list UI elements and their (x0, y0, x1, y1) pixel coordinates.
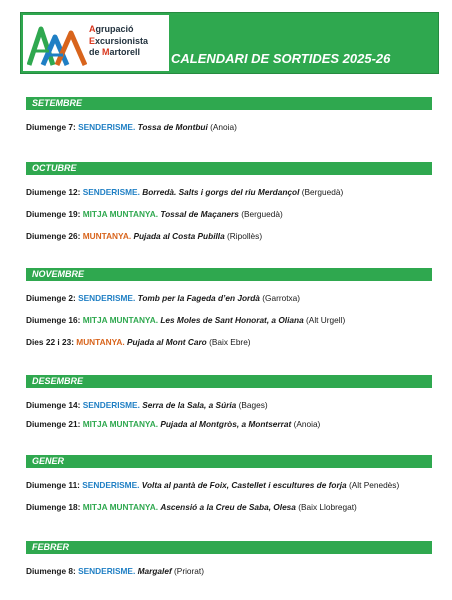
outing-type: SENDERISME. (82, 400, 140, 410)
outing-entry (26, 419, 320, 430)
mountain-logo-icon (27, 19, 87, 69)
outing-entry (26, 480, 399, 491)
outing-region: (Anoia) (210, 122, 237, 132)
month-header-octubre: OCTUBRE (26, 162, 432, 175)
month-header-gener: GENER (26, 455, 432, 468)
outing-title: Pujada al Costa Pubilla (133, 231, 225, 241)
outing-type: SENDERISME. (82, 187, 140, 197)
logo-line-1: Agrupació (89, 24, 134, 34)
outing-title: Tossa de Montbui (137, 122, 208, 132)
outing-date: Diumenge 18: (26, 502, 81, 512)
outing-entry (26, 566, 204, 577)
outing-region: (Alt Penedès) (348, 480, 400, 490)
outing-type: SENDERISME. (78, 293, 136, 303)
outing-date: Diumenge 11: (26, 480, 80, 490)
outing-title: Volta al pantà de Foix, Castellet i escultures de forja (141, 480, 347, 490)
header-banner (20, 12, 439, 74)
outing-date: Diumenge 14: (26, 400, 81, 410)
outing-date: Diumenge 12: (26, 187, 81, 197)
outing-title: Serra de la Sala, a Súria (142, 400, 237, 410)
month-header-febrer: FEBRER (26, 541, 432, 554)
outing-date: Diumenge 8: (26, 566, 76, 576)
logo-line-2: Excursionista (89, 35, 149, 46)
outing-title: Tomb per la Fageda d’en Jordà (137, 293, 260, 303)
outing-date: Diumenge 2: (26, 293, 76, 303)
outing-date: Diumenge 26: (26, 231, 81, 241)
outing-entry (26, 337, 251, 348)
outing-type: MITJA MUNTANYA. (82, 315, 159, 325)
outing-region: (Anoia) (293, 419, 321, 429)
outing-entry (26, 122, 237, 133)
outing-entry (26, 400, 268, 411)
outing-date: Diumenge 21: (26, 419, 81, 429)
outing-type: MITJA MUNTANYA. (82, 209, 159, 219)
outing-entry (26, 209, 283, 220)
outing-title: Tossal de Maçaners (160, 209, 239, 219)
outing-type: SENDERISME. (78, 566, 136, 576)
outing-title: Pujada al Mont Caro (127, 337, 207, 347)
outing-region: (Baix Ebre) (209, 337, 251, 347)
outing-title: Margalef (137, 566, 172, 576)
outing-region: (Alt Urgell) (306, 315, 346, 325)
month-header-desembre: DESEMBRE (26, 375, 432, 388)
page-title: CALENDARI DE SORTIDES 2025-26 (171, 51, 391, 66)
outing-region: (Baix Llobregat) (298, 502, 357, 512)
logo-text (89, 24, 148, 59)
outing-title: Pujada al Montgròs, a Montserrat (160, 419, 292, 429)
outing-region: (Berguedà) (241, 209, 283, 219)
outing-entry (26, 231, 262, 242)
outing-entry (26, 187, 343, 198)
outing-region: (Bages) (238, 400, 268, 410)
outing-region: (Priorat) (174, 566, 204, 576)
month-header-setembre: SETEMBRE (26, 97, 432, 110)
logo-line-3: de Martorell (89, 47, 141, 57)
outing-date: Diumenge 16: (26, 315, 81, 325)
outing-type: SENDERISME. (78, 122, 136, 132)
outing-entry (26, 502, 357, 513)
club-logo (23, 15, 169, 71)
outing-title: Ascensió a la Creu de Saba, Olesa (160, 502, 296, 512)
outing-entry (26, 315, 345, 326)
outing-type: MITJA MUNTANYA. (82, 502, 159, 512)
outing-date: Diumenge 19: (26, 209, 81, 219)
outing-entry (26, 293, 300, 304)
outing-title: Les Moles de Sant Honorat, a Oliana (160, 315, 304, 325)
outing-region: (Garrotxa) (262, 293, 301, 303)
outing-date: Dies 22 i 23: (26, 337, 74, 347)
month-header-novembre: NOVEMBRE (26, 268, 432, 281)
outing-title: Borredà. Salts i gorgs del riu Merdançol (142, 187, 300, 197)
outing-date: Diumenge 7: (26, 122, 76, 132)
outing-type: SENDERISME. (82, 480, 140, 490)
outing-region: (Ripollès) (227, 231, 263, 241)
outing-type: MUNTANYA. (82, 231, 132, 241)
outing-type: MITJA MUNTANYA. (82, 419, 159, 429)
outing-region: (Berguedà) (301, 187, 344, 197)
logo-line-1-rest: grupació (95, 24, 134, 34)
outing-type: MUNTANYA. (76, 337, 125, 347)
